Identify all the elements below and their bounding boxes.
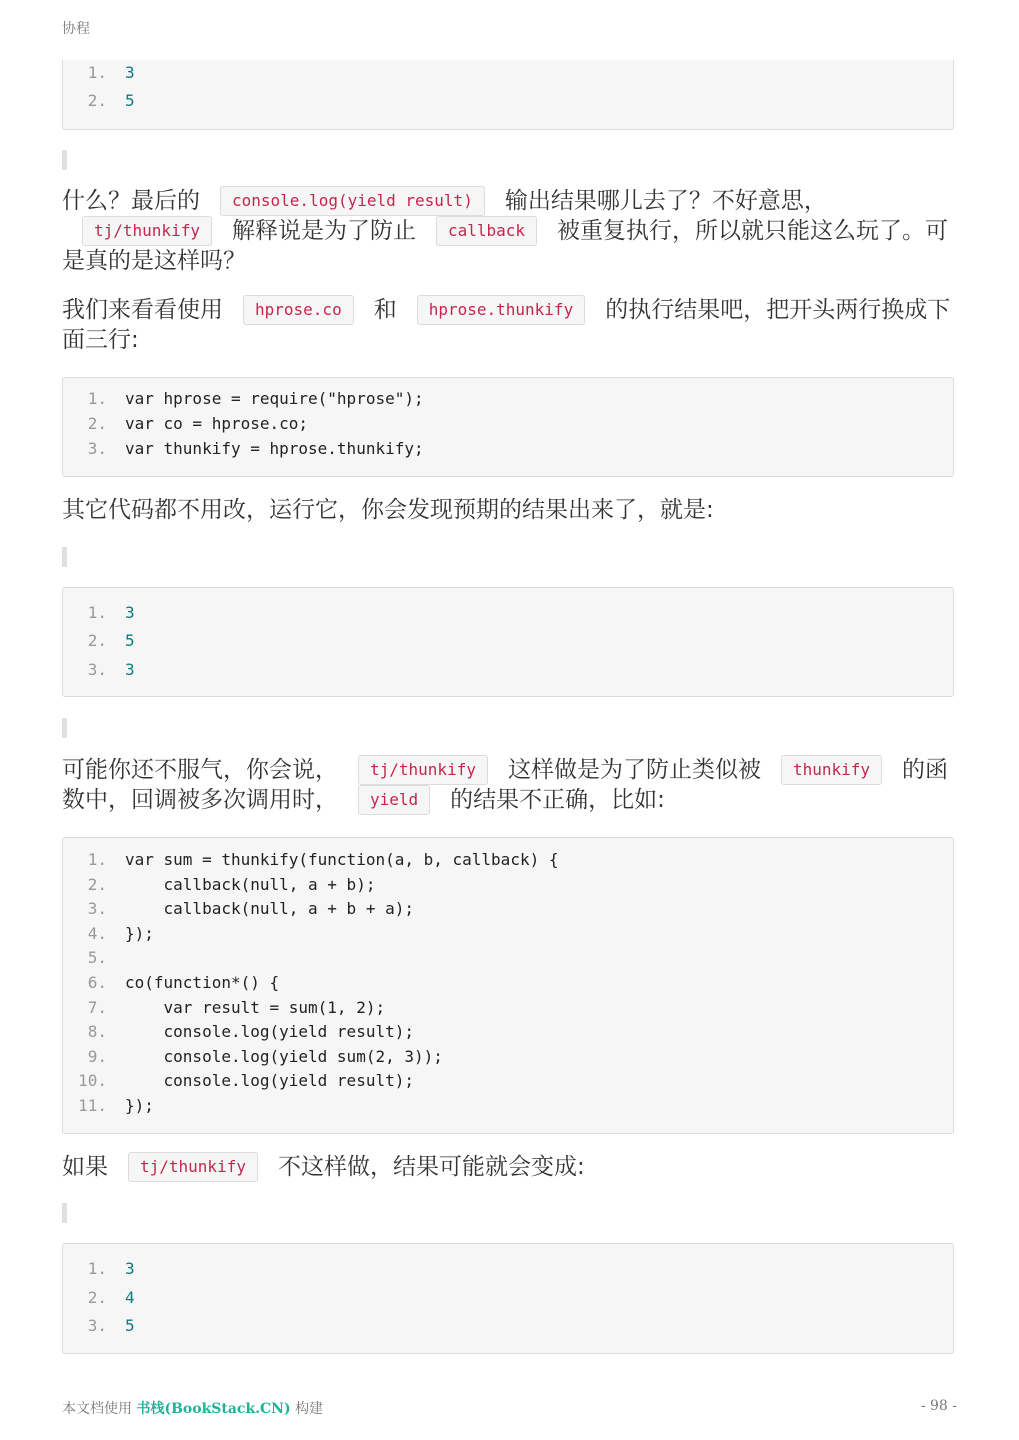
code-block-output-2 xyxy=(62,587,954,697)
line-number: 5. xyxy=(87,948,107,968)
code-line: 4 xyxy=(125,1288,135,1307)
code-line: 3 xyxy=(125,1259,135,1278)
line-number: 6. xyxy=(87,973,107,992)
page-number: - 98 - xyxy=(920,1398,957,1414)
code-line: var result = sum(1, 2); xyxy=(125,997,386,1017)
paragraph-3 xyxy=(62,495,962,525)
line-number: 3. xyxy=(87,439,107,458)
line-number: 3. xyxy=(87,660,107,679)
blockquote-marker xyxy=(62,150,67,170)
line-number: 7. xyxy=(87,997,107,1017)
line-number: 4. xyxy=(87,923,107,943)
line-number: 11. xyxy=(78,1096,107,1115)
line-number: 2. xyxy=(87,1288,107,1307)
line-number: 10. xyxy=(78,1071,107,1091)
code-block-output-1 xyxy=(62,60,954,130)
code-block-require xyxy=(62,377,954,477)
text: 解释说是为了防止 xyxy=(231,218,416,244)
text: 的执行结果吧，把开头两行换成下面三行: xyxy=(62,297,951,353)
line-number: 1. xyxy=(87,603,107,622)
code-line: console.log(yield result); xyxy=(125,1071,414,1091)
inline-code: hprose.co xyxy=(243,295,354,325)
code-line: var co = hprose.co; xyxy=(125,414,309,433)
code-line: callback(null, a + b); xyxy=(125,874,376,894)
code-line: }); xyxy=(125,1096,154,1115)
code-line: console.log(yield result); xyxy=(125,1022,414,1042)
text: 什么？最后的 xyxy=(62,188,200,214)
line-number: 1. xyxy=(87,1259,107,1278)
line-number: 3. xyxy=(87,1316,107,1335)
footer-suffix: 构建 xyxy=(295,1401,324,1417)
inline-code: tj/thunkify xyxy=(358,755,488,785)
code-line: }); xyxy=(125,923,154,943)
text: 我们来看看使用 xyxy=(62,297,223,323)
text: 如果 xyxy=(62,1154,108,1180)
inline-code: yield xyxy=(358,785,430,815)
blockquote-marker xyxy=(62,718,67,738)
line-number: 9. xyxy=(87,1046,107,1066)
line-number: 1. xyxy=(87,63,107,82)
line-number: 8. xyxy=(87,1022,107,1042)
line-number: 1. xyxy=(87,850,107,869)
paragraph-1 xyxy=(62,186,962,276)
line-number: 1. xyxy=(87,389,107,408)
inline-code: thunkify xyxy=(781,755,882,785)
inline-code: tj/thunkify xyxy=(82,216,212,246)
text: 和 xyxy=(373,297,397,323)
code-line: var hprose = require("hprose"); xyxy=(125,389,424,408)
code-line: var sum = thunkify(function(a, b, callback) { xyxy=(125,850,559,869)
line-number: 3. xyxy=(87,899,107,919)
code-line: 3 xyxy=(125,63,135,82)
line-number: 2. xyxy=(87,91,107,110)
code-line: 3 xyxy=(125,603,135,622)
paragraph-2 xyxy=(62,295,962,355)
code-line: co(function*() { xyxy=(125,973,280,992)
text: 被重复执行，所以就只能这么玩了。可是真的是这样吗？ xyxy=(62,218,949,274)
text: 的函数中，回调被多次调用时， xyxy=(62,757,949,813)
code-line: console.log(yield sum(2, 3)); xyxy=(125,1046,443,1066)
inline-code: callback xyxy=(436,216,537,246)
footer-brand-link[interactable]: 书栈(BookStack.CN) xyxy=(136,1401,291,1417)
blockquote-marker xyxy=(62,1203,67,1223)
inline-code: hprose.thunkify xyxy=(417,295,586,325)
text: 可能你还不服气，你会说， xyxy=(62,757,338,783)
line-number: 2. xyxy=(87,874,107,894)
text: 输出结果哪儿去了？不好意思， xyxy=(504,188,827,214)
footer-prefix: 本文档使用 xyxy=(62,1401,132,1417)
paragraph-4 xyxy=(62,755,962,815)
code-block-sum xyxy=(62,837,954,1134)
inline-code: console.log(yield result) xyxy=(220,186,485,216)
page-footer xyxy=(62,1398,323,1418)
inline-code: tj/thunkify xyxy=(128,1152,258,1182)
blockquote-marker xyxy=(62,547,67,567)
code-line: 5 xyxy=(125,1316,135,1335)
code-line: 3 xyxy=(125,660,135,679)
line-number: 2. xyxy=(87,631,107,650)
text: 这样做是为了防止类似被 xyxy=(507,757,761,783)
text: 其它代码都不用改，运行它，你会发现预期的结果出来了，就是: xyxy=(62,497,714,523)
code-line: 5 xyxy=(125,91,135,110)
paragraph-5 xyxy=(62,1152,962,1182)
code-line: 5 xyxy=(125,631,135,650)
code-line: var thunkify = hprose.thunkify; xyxy=(125,439,424,458)
text: 的结果不正确，比如: xyxy=(450,787,665,813)
code-line: callback(null, a + b + a); xyxy=(125,899,414,919)
page-header-title: 协程 xyxy=(62,21,90,37)
code-block-output-3 xyxy=(62,1243,954,1354)
text: 不这样做，结果可能就会变成: xyxy=(277,1154,585,1180)
line-number: 2. xyxy=(87,414,107,433)
